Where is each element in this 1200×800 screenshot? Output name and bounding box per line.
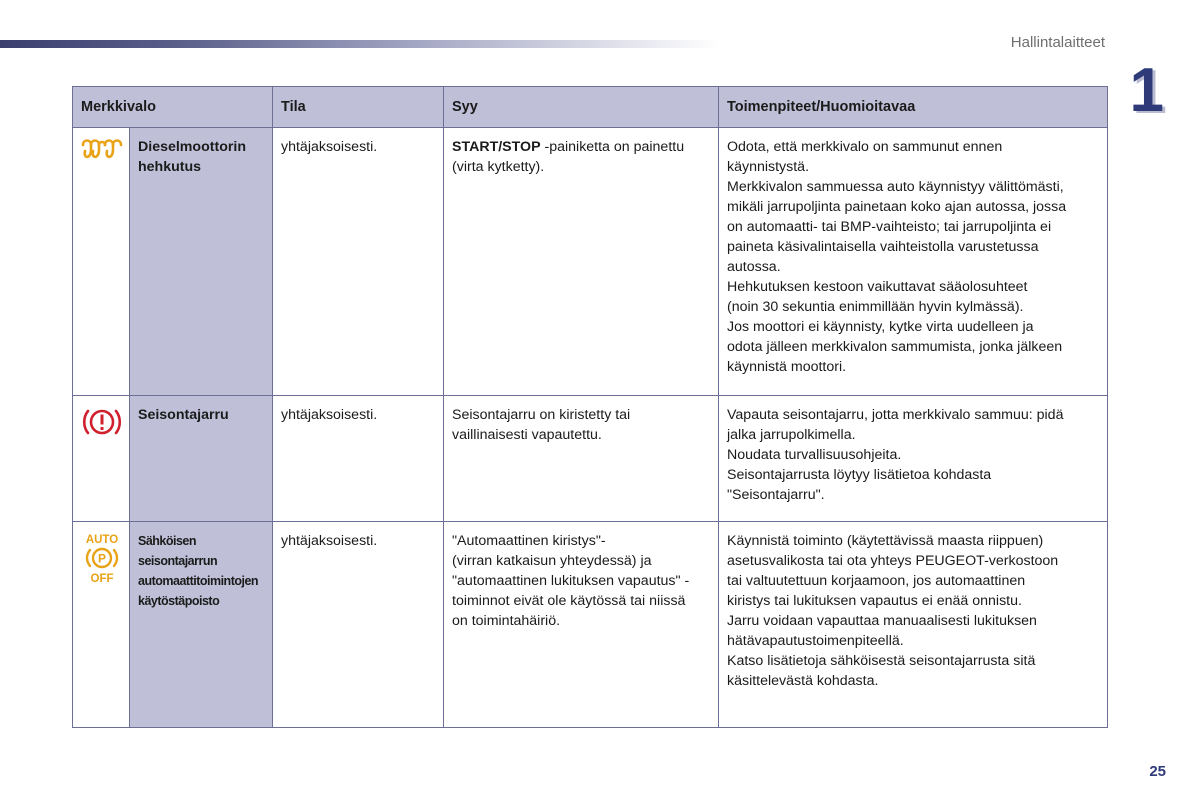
tila-cell: yhtäjaksoisesti.: [273, 128, 444, 396]
action-line: käynnistä moottori.: [727, 359, 847, 375]
syy-line: "automaattinen lukituksen vapautus" -: [452, 573, 690, 589]
action-line: Käynnistä toiminto (käytettävissä maasta riippuen): [727, 533, 1044, 549]
signal-name-line: Dieselmoottorin: [138, 139, 246, 155]
action-line: käynnistystä.: [727, 159, 810, 175]
action-line: Seisontajarrusta löytyy lisätietoa kohdasta: [727, 467, 992, 483]
action-line: Hehkutuksen kestoon vaikuttavat sääolosuhteet: [727, 279, 1028, 295]
action-line: kiristys tai lukituksen vapautus ei enää onnistu.: [727, 593, 1022, 609]
chapter-number: 1: [1129, 56, 1162, 125]
action-line: Jos moottori ei käynnisty, kytke virta uudelleen ja: [727, 319, 1034, 335]
tila-cell: yhtäjaksoisesti.: [273, 522, 444, 728]
syy-line: toiminnot eivät ole käytössä tai niissä: [452, 593, 686, 609]
syy-cell: [444, 522, 719, 728]
action-line: asetusvalikosta tai ota yhteys PEUGEOT-verkostoon: [727, 553, 1059, 569]
column-header-tila: Tila: [273, 87, 444, 128]
action-line: käsittelevästä kohdasta.: [727, 673, 879, 689]
start-stop-label: START/STOP: [452, 139, 541, 155]
action-line: mikäli jarrupoljinta painetaan koko ajan autossa, jossa: [727, 199, 1067, 215]
syy-line: on toimintahäiriö.: [452, 613, 561, 629]
action-line: autossa.: [727, 259, 781, 275]
syy-text: -painiketta on painettu: [540, 139, 685, 155]
syy-cell: [444, 128, 719, 396]
action-line: Odota, että merkkivalo on sammunut ennen: [727, 139, 1003, 155]
syy-line: Seisontajarru on kiristetty tai: [452, 407, 631, 423]
syy-cell: [444, 396, 719, 522]
icon-cell: [73, 522, 130, 728]
tila-cell: yhtäjaksoisesti.: [273, 396, 444, 522]
action-line: hätävapautustoimenpiteellä.: [727, 633, 904, 649]
signal-name-line: automaattitoimintojen: [138, 574, 259, 588]
action-line: Merkkivalon sammuessa auto käynnistyy välittömästi,: [727, 179, 1064, 195]
action-line: (noin 30 sekuntia enimmillään hyvin kylmässä).: [727, 299, 1024, 315]
column-header-syy: Syy: [444, 87, 719, 128]
column-header-merkkivalo: Merkkivalo: [73, 87, 273, 128]
syy-line: (virran katkaisun yhteydessä) ja: [452, 553, 652, 569]
signal-name-cell: [130, 396, 273, 522]
action-line: jalka jarrupolkimella.: [727, 427, 856, 443]
signal-name-cell: [130, 128, 273, 396]
signal-name-line: Seisontajarru: [138, 407, 229, 423]
table-header-row: [73, 87, 1108, 128]
auto-p-off-icon: [81, 531, 123, 593]
action-line: odota jälleen merkkivalon sammumista, jonka jälkeen: [727, 339, 1063, 355]
action-line: tai valtuutettuun korjaamoon, jos automaattinen: [727, 573, 1026, 589]
toimenpiteet-cell: [719, 128, 1108, 396]
toimenpiteet-cell: [719, 396, 1108, 522]
signal-name-line: hehkutus: [138, 159, 202, 175]
syy-line: "Automaattinen kiristys"-: [452, 533, 606, 549]
table-row: [73, 128, 1108, 396]
action-line: paineta käsivalintaisella vaihteistolla varustetussa: [727, 239, 1039, 255]
header-gradient-bar: [0, 40, 720, 48]
syy-line: vaillinaisesti vapautettu.: [452, 427, 602, 443]
p-icon-text: P: [97, 551, 107, 566]
off-icon-text: OFF: [90, 573, 114, 585]
parking-brake-warning-icon: [81, 405, 123, 445]
glow-plug-coil-icon: [81, 137, 123, 169]
warning-lights-table: [72, 86, 1108, 728]
section-title: Hallintalaitteet: [1010, 34, 1105, 51]
syy-line: [452, 137, 710, 157]
signal-name-line: Sähköisen: [138, 534, 197, 548]
icon-cell: [73, 396, 130, 522]
action-line: Katso lisätietoja sähköisestä seisontajarrusta sitä: [727, 653, 1036, 669]
action-line: Jarru voidaan vapauttaa manuaalisesti lukituksen: [727, 613, 1037, 629]
signal-name-cell: [130, 522, 273, 728]
table-row: [73, 522, 1108, 728]
action-line: on automaatti- tai BMP-vaihteisto; tai jarrupoljinta ei: [727, 219, 1052, 235]
signal-name-line: seisontajarrun: [138, 554, 218, 568]
page-number: 25: [1149, 763, 1166, 780]
table-row: [73, 396, 1108, 522]
action-line: Noudata turvallisuusohjeita.: [727, 447, 902, 463]
icon-cell: [73, 128, 130, 396]
column-header-toimenpiteet: Toimenpiteet/Huomioitavaa: [719, 87, 1108, 128]
auto-icon-text: AUTO: [85, 534, 119, 546]
signal-name-line: käytöstäpoisto: [138, 594, 220, 608]
syy-line: (virta kytketty).: [452, 159, 545, 175]
action-line: Vapauta seisontajarru, jotta merkkivalo sammuu: pidä: [727, 407, 1064, 423]
toimenpiteet-cell: [719, 522, 1108, 728]
action-line: "Seisontajarru".: [727, 487, 825, 503]
